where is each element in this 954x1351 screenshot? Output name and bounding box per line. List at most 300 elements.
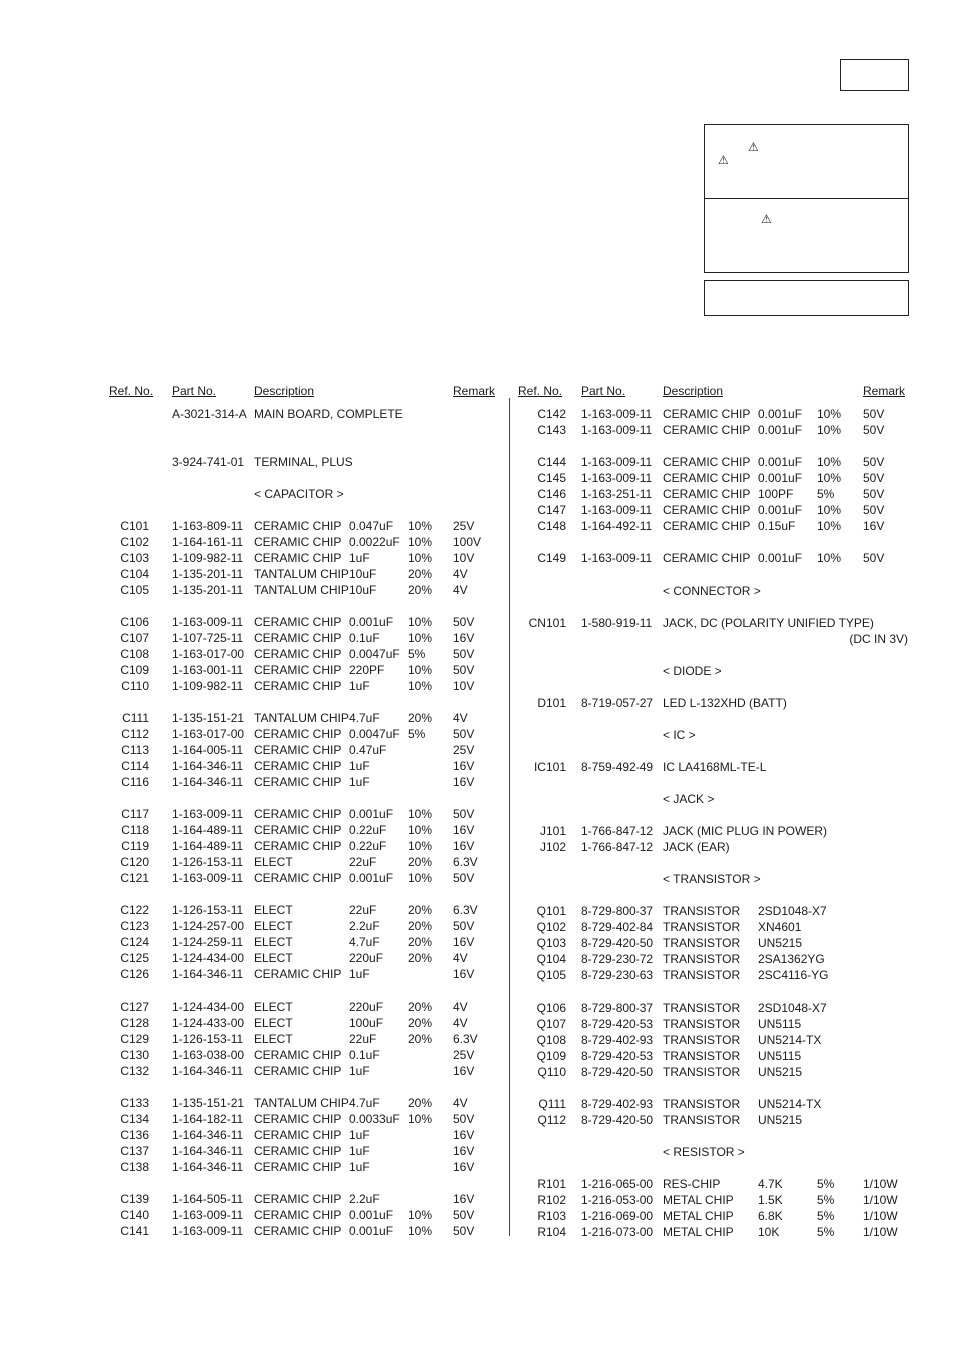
ref-no-cell: C124 [120,935,149,949]
table-row [518,1176,913,1192]
ref-no-cell: Q106 [536,1001,566,1015]
description-cell: ELECT [254,903,293,917]
value-cell: 4.7uF [349,711,380,725]
ref-no-cell: C118 [121,823,149,837]
table-row [518,615,913,631]
tolerance-cell: 5% [408,647,426,661]
remark-cell: 16V [453,839,475,853]
part-no-cell: 1-124-433-00 [172,1016,245,1030]
part-no-cell: 1-124-259-11 [172,935,244,949]
table-row [518,919,913,935]
tolerance-cell: 20% [408,711,433,725]
table-row [518,839,913,855]
ref-no-cell: C137 [120,1144,149,1158]
remark-cell: 16V [453,1064,475,1078]
remark-cell: 100V [453,535,482,549]
ref-no-cell: C114 [121,759,149,773]
value-cell: 0.001uF [758,407,803,421]
value-cell: 22uF [349,1032,377,1046]
table-row [518,871,913,887]
description-cell: CERAMIC CHIP [254,807,342,821]
description-cell: CERAMIC CHIP [254,1160,342,1174]
value-cell: UN5215 [758,1113,803,1127]
table-row [518,695,913,711]
part-no-cell: 1-126-153-11 [172,903,244,917]
table-row [109,566,499,582]
description-cell: CERAMIC CHIP [254,823,342,837]
tolerance-cell: 5% [817,1225,835,1239]
part-no-cell: 8-729-420-50 [581,1065,654,1079]
value-cell: UN5115 [758,1017,802,1031]
remark-cell: 50V [453,919,475,933]
remark-cell: 4V [453,1016,468,1030]
value-cell: 0.001uF [758,503,803,517]
description-cell: < RESISTOR > [663,1145,745,1159]
tolerance-cell: 10% [408,631,433,645]
part-no-cell: 1-164-346-11 [172,1128,244,1142]
table-row [109,630,499,646]
table-row [109,518,499,534]
ref-no-cell: C108 [120,647,149,661]
table-row [109,902,499,918]
table-row [109,950,499,966]
ref-no-cell: IC101 [533,760,566,774]
table-row [109,918,499,934]
value-cell: UN5214-TX [758,1097,822,1111]
table-row [109,1047,499,1063]
ref-no-cell: C120 [120,855,149,869]
description-cell: CERAMIC CHIP [254,519,342,533]
tolerance-cell: 10% [408,519,433,533]
part-no-cell: 1-164-346-11 [172,759,244,773]
ref-no-cell: C127 [120,1000,149,1014]
description-cell: CERAMIC CHIP [254,839,342,853]
table-row [109,486,499,502]
table-row [518,486,913,502]
value-cell: 100uF [349,1016,384,1030]
part-no-cell: 1-216-065-00 [581,1177,654,1191]
table-row [109,1095,499,1111]
value-cell: 0.0047uF [349,727,400,741]
ref-no-cell: C133 [120,1096,149,1110]
value-cell: 0.001uF [758,455,803,469]
value-cell: 1uF [349,1144,370,1158]
ref-no-cell: C109 [120,663,149,677]
remark-cell: 10V [453,679,475,693]
description-cell: LED L-132XHD (BATT) [663,696,787,710]
value-cell: 4.7K [758,1177,783,1191]
table-row [518,1016,913,1032]
description-cell: < IC > [663,728,696,742]
tolerance-cell: 10% [408,839,433,853]
value-cell: 100PF [758,487,794,501]
ref-no-cell: J102 [539,840,566,854]
description-cell: MAIN BOARD, COMPLETE [254,407,403,421]
remark-cell: 4V [453,711,468,725]
part-no-cell: 1-164-346-11 [172,967,244,981]
remark-cell: 25V [453,743,475,757]
description-cell: CERAMIC CHIP [663,487,751,501]
description-cell: TRANSISTOR [663,1065,741,1079]
table-row [109,822,499,838]
part-no-cell: 1-163-009-11 [172,615,244,629]
remark-cell: 50V [453,1224,475,1238]
value-cell: 0.22uF [349,839,387,853]
part-no-cell: 1-109-982-11 [172,679,244,693]
table-row [109,854,499,870]
remark-cell: 16V [453,631,475,645]
description-cell: ELECT [254,855,293,869]
ref-no-cell: R102 [537,1193,566,1207]
table-row [109,806,499,822]
tolerance-cell: 10% [408,1112,433,1126]
tolerance-cell: 20% [408,903,433,917]
table-row [518,727,913,743]
table-row [518,1048,913,1064]
ref-no-cell: C121 [120,871,149,885]
remark-cell: 1/10W [863,1209,898,1223]
remark-cell: 4V [453,1096,468,1110]
value-cell: 4.7uF [349,1096,380,1110]
tolerance-cell: 10% [817,519,842,533]
value-cell: 10uF [349,567,377,581]
part-no-cell: 1-163-017-00 [172,647,245,661]
part-no-cell: 8-729-420-50 [581,1113,654,1127]
part-no-cell: 1-163-009-11 [172,1224,244,1238]
header-description: Description [663,384,724,398]
remark-cell: 10V [453,551,475,565]
tolerance-cell: 5% [817,1177,835,1191]
warning-icon: ⚠ [761,212,772,226]
tolerance-cell: 10% [408,663,433,677]
part-no-cell: 1-135-151-21 [172,711,245,725]
part-no-cell: 1-163-009-11 [581,471,653,485]
remark-cell: 16V [453,823,475,837]
tolerance-cell: 10% [408,535,433,549]
part-no-cell: 1-163-009-11 [581,503,653,517]
description-cell: CERAMIC CHIP [663,455,751,469]
value-cell: 1uF [349,1160,370,1174]
value-cell: 0.22uF [349,823,387,837]
description-cell: TRANSISTOR [663,1001,741,1015]
ref-no-cell: Q109 [536,1049,566,1063]
table-row [518,406,913,422]
table-row [109,742,499,758]
value-cell: 1uF [349,759,370,773]
value-cell: UN5215 [758,936,803,950]
description-cell: CERAMIC CHIP [254,1192,342,1206]
remark-cell: 16V [453,775,475,789]
tolerance-cell: 10% [408,1224,433,1238]
value-cell: 0.1uF [349,631,380,645]
ref-no-cell: J101 [539,824,566,838]
description-cell: CERAMIC CHIP [254,1064,342,1078]
description-cell: TRANSISTOR [663,1017,741,1031]
description-cell: CERAMIC CHIP [663,471,751,485]
description-cell: CERAMIC CHIP [663,407,751,421]
remark-cell: 6.3V [453,903,478,917]
ref-no-cell: Q111 [538,1097,566,1111]
part-no-cell: 1-163-038-00 [172,1048,245,1062]
description-cell: CERAMIC CHIP [254,1224,342,1238]
ref-no-cell: C149 [537,551,566,565]
part-no-cell: 8-729-230-63 [581,968,654,982]
description-cell: CERAMIC CHIP [254,663,342,677]
description-cell: METAL CHIP [663,1193,734,1207]
tolerance-cell: 5% [817,487,835,501]
value-cell: 220PF [349,663,385,677]
table-row [109,934,499,950]
part-no-cell: 1-163-251-11 [581,487,653,501]
remark-cell: 16V [453,1144,475,1158]
ref-no-cell: Q110 [537,1065,566,1079]
table-row [518,935,913,951]
table-row [109,406,499,422]
part-no-cell: 1-164-346-11 [172,1064,244,1078]
description-cell: TRANSISTOR [663,920,741,934]
description-cell: TRANSISTOR [663,1033,741,1047]
ref-no-cell: C141 [120,1224,149,1238]
description-cell: CERAMIC CHIP [254,871,342,885]
part-no-cell: 8-719-057-27 [581,696,654,710]
part-no-cell: 1-109-982-11 [172,551,244,565]
ref-no-cell: C146 [537,487,566,501]
table-row [518,951,913,967]
ref-no-cell: C116 [121,775,149,789]
remark-cell: 50V [453,1112,475,1126]
tolerance-cell: 5% [408,727,426,741]
remark-cell: 16V [453,1160,475,1174]
part-no-cell: 1-164-505-11 [172,1192,244,1206]
ref-no-cell: C103 [120,551,149,565]
value-cell: 0.1uF [349,1048,380,1062]
description-cell: CERAMIC CHIP [663,551,751,565]
header-remark: Remark [863,384,906,398]
value-cell: 1uF [349,775,370,789]
value-cell: 220uF [349,951,384,965]
ref-no-cell: C105 [120,583,149,597]
table-row [518,1064,913,1080]
remark-cell: 50V [863,455,885,469]
value-cell: 6.8K [758,1209,783,1223]
table-row [518,1112,913,1128]
part-no-cell: 1-766-847-12 [581,824,654,838]
part-no-cell: 1-126-153-11 [172,855,244,869]
ref-no-cell: C128 [120,1016,149,1030]
description-cell: TRANSISTOR [663,904,741,918]
value-cell: XN4601 [758,920,802,934]
table-row [518,1192,913,1208]
part-no-cell: 1-164-346-11 [172,1144,244,1158]
tolerance-cell: 20% [408,1000,433,1014]
table-row [518,1032,913,1048]
column-divider [509,398,510,1236]
value-cell: 22uF [349,855,377,869]
table-row [109,1207,499,1223]
table-row [518,1144,913,1160]
table-row [109,678,499,694]
description-cell: ELECT [254,951,293,965]
value-cell: 0.001uF [349,615,394,629]
part-no-cell: 1-163-009-11 [581,423,653,437]
description-cell: < CONNECTOR > [663,584,761,598]
ref-no-cell: Q104 [536,952,566,966]
ref-no-cell: C107 [120,631,149,645]
part-no-cell: 8-729-402-84 [581,920,654,934]
ref-no-cell: C139 [120,1192,149,1206]
value-cell: 2.2uF [349,1192,380,1206]
description-cell: METAL CHIP [663,1225,734,1239]
part-no-cell: 1-164-492-11 [581,519,653,533]
description-cell: TRANSISTOR [663,968,741,982]
table-row [109,1223,499,1239]
value-cell: 0.0047uF [349,647,400,661]
part-no-cell: 1-126-153-11 [172,1032,244,1046]
description-cell: CERAMIC CHIP [254,551,342,565]
tolerance-cell: 10% [817,551,842,565]
description-cell: TANTALUM CHIP [254,567,349,581]
ref-no-cell: C112 [121,727,149,741]
ref-no-cell: C129 [120,1032,149,1046]
table-row [109,774,499,790]
description-cell: JACK (MIC PLUG IN POWER) [663,824,828,838]
part-no-cell: 1-135-201-11 [172,583,244,597]
ref-no-cell: Q108 [536,1033,566,1047]
ref-no-cell: C132 [120,1064,149,1078]
remark-cell: 16V [453,759,475,773]
tolerance-cell: 5% [817,1209,835,1223]
ref-no-cell: C130 [120,1048,149,1062]
ref-no-cell: C122 [120,903,149,917]
table-row [109,646,499,662]
remark-cell: 16V [453,935,475,949]
table-row [109,726,499,742]
table-row [109,1063,499,1079]
value-cell: 0.0022uF [349,535,400,549]
value-cell: UN5214-TX [758,1033,822,1047]
table-row [518,1096,913,1112]
value-cell: 0.001uF [349,807,394,821]
tolerance-cell: 10% [408,823,433,837]
part-no-cell: 8-729-420-53 [581,1017,654,1031]
tolerance-cell: 10% [817,503,842,517]
description-cell: CERAMIC CHIP [254,679,342,693]
table-row [518,823,913,839]
table-row [109,1159,499,1175]
part-no-cell: 1-164-346-11 [172,1160,244,1174]
description-cell: ELECT [254,1032,293,1046]
remark-cell: 1/10W [863,1177,898,1191]
description-cell: TRANSISTOR [663,936,741,950]
value-cell: 1uF [349,967,370,981]
table-row [109,1143,499,1159]
table-header [109,383,499,399]
remark-cell: 50V [863,487,885,501]
table-row [109,550,499,566]
part-no-cell: 1-124-434-00 [172,951,245,965]
table-row [109,1015,499,1031]
remark-cell: 1/10W [863,1193,898,1207]
remark-cell: 6.3V [453,855,478,869]
notes-divider [705,198,908,199]
tolerance-cell: 5% [817,1193,835,1207]
description-cell: CERAMIC CHIP [254,1112,342,1126]
description-cell: CERAMIC CHIP [254,535,342,549]
value-cell: 0.047uF [349,519,394,533]
description-cell: CERAMIC CHIP [663,519,751,533]
part-no-cell: 1-164-161-11 [172,535,244,549]
table-row [518,903,913,919]
value-cell: 4.7uF [349,935,380,949]
value-cell: 0.47uF [349,743,387,757]
part-no-cell: 8-729-800-37 [581,904,654,918]
part-no-cell: 1-124-257-00 [172,919,245,933]
ref-no-cell: Q103 [536,936,566,950]
remark-cell: 50V [453,807,475,821]
remark-cell: 50V [863,471,885,485]
table-header [518,383,913,399]
table-row [518,759,913,775]
table-row [518,470,913,486]
value-cell: 1uF [349,1128,370,1142]
table-row [518,1224,913,1240]
remark-cell: 6.3V [453,1032,478,1046]
description-cell: CERAMIC CHIP [254,967,342,981]
table-row [109,870,499,886]
part-no-cell: 1-163-009-11 [172,807,244,821]
ref-no-cell: CN101 [528,616,566,630]
table-row [518,631,913,647]
header-part-no: Part No. [172,384,217,398]
part-no-cell: 3-924-741-01 [172,455,245,469]
value-cell: 0.001uF [349,1208,394,1222]
remark-cell: 16V [453,1128,475,1142]
ref-no-cell: C111 [122,711,149,725]
value-cell: 10uF [349,583,377,597]
description-cell: CERAMIC CHIP [254,631,342,645]
part-no-cell: 1-164-489-11 [172,839,244,853]
ref-no-cell: C125 [120,951,149,965]
value-cell: 2SC4116-YG [758,968,829,982]
description-cell: CERAMIC CHIP [254,1048,342,1062]
description-cell: < TRANSISTOR > [663,872,761,886]
value-cell: 0.001uF [349,1224,394,1238]
header-ref-no: Ref. No. [518,384,563,398]
tolerance-cell: 20% [408,567,433,581]
description-cell: TRANSISTOR [663,1113,741,1127]
description-cell: JACK (EAR) [663,840,730,854]
ref-no-cell: C123 [120,919,149,933]
ref-no-cell: C147 [537,503,566,517]
table-row [518,518,913,534]
ref-no-cell: C104 [120,567,149,581]
description-cell: CERAMIC CHIP [254,1208,342,1222]
description-cell: CERAMIC CHIP [254,615,342,629]
remark-cell: 50V [863,551,885,565]
table-row [109,662,499,678]
value-cell: 1uF [349,551,370,565]
notes-extra-box [704,280,909,316]
description-cell: CERAMIC CHIP [663,423,751,437]
part-no-cell: 1-164-489-11 [172,823,244,837]
tolerance-cell: 20% [408,1096,433,1110]
value-cell: UN5115 [758,1049,802,1063]
header-ref-no: Ref. No. [109,384,154,398]
table-row [109,454,499,470]
table-row [518,1208,913,1224]
part-no-cell: 1-124-434-00 [172,1000,245,1014]
table-row [109,1031,499,1047]
